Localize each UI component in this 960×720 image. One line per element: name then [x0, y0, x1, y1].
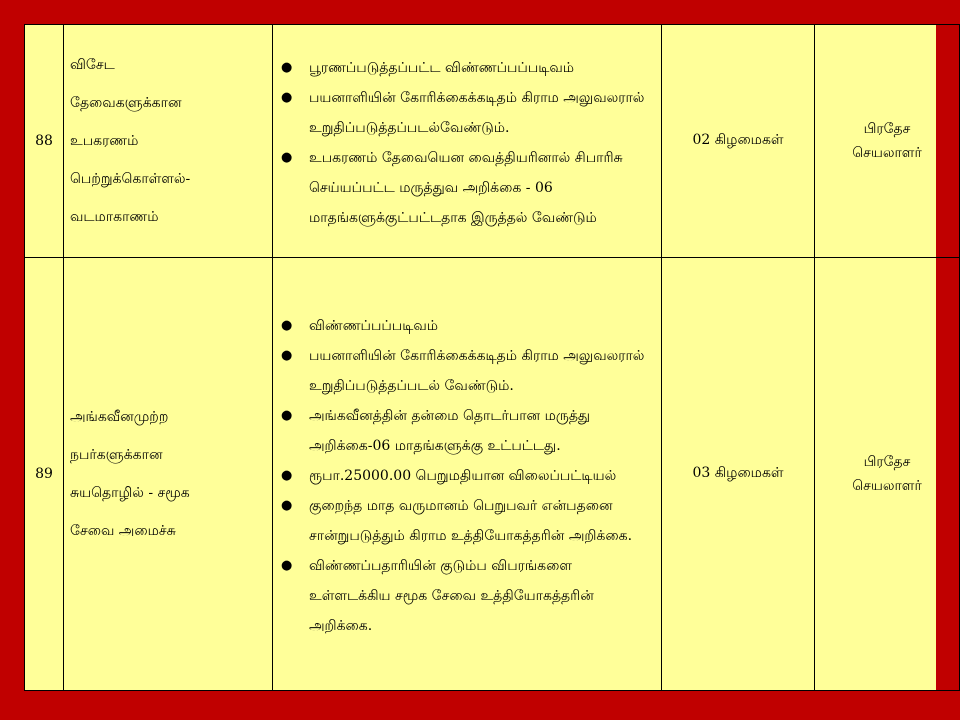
requirement-text: பூரணப்படுத்தப்பட்ட விண்ணப்பப்படிவம் — [309, 60, 575, 76]
list-item — [281, 401, 657, 461]
service-name-line: சேவை அமைச்சு — [70, 523, 176, 539]
bullet-icon: ● — [281, 348, 293, 363]
list-item — [281, 53, 657, 83]
bullet-icon: ● — [281, 90, 293, 105]
responsible-officer-cell — [815, 25, 960, 258]
row-number: 88 — [25, 25, 64, 258]
requirements-list — [281, 53, 657, 233]
list-item — [281, 341, 657, 401]
requirement-text: விண்ணப்பப்படிவம் — [309, 318, 439, 334]
bullet-icon: ● — [281, 318, 293, 333]
table-row — [25, 258, 960, 691]
officer-line: பிரதேச — [863, 121, 911, 137]
bullet-icon: ● — [281, 150, 293, 165]
bullet-icon: ● — [281, 498, 293, 513]
service-name-line: சுயதொழில் - சமூக — [70, 485, 190, 501]
requirements-list — [281, 311, 657, 641]
table-row — [25, 25, 960, 258]
officer-line: பிரதேச — [863, 454, 911, 470]
list-item — [281, 551, 657, 641]
requirements-cell — [273, 258, 662, 691]
service-name-cell — [64, 25, 273, 258]
list-item — [281, 311, 657, 341]
service-name-line: உபகரணம் — [70, 133, 139, 149]
requirement-text: விண்ணப்பதாரியின் குடும்ப விபரங்களை உள்ளடக்கிய சமூக சேவை உத்தியோகத்தரின் அறிக்கை. — [309, 558, 594, 634]
service-name-line: பெற்றுக்கொள்ளல்- — [70, 171, 191, 187]
officer-line: செயலாளர் — [852, 478, 922, 494]
requirement-text: குறைந்த மாத வருமானம் பெறுபவர் என்பதனை சான்றுபடுத்தும் கிராம உத்தியோகத்தரின் அறிக்கை. — [309, 498, 633, 544]
service-name-line: அங்கவீனமுற்ற — [70, 409, 169, 425]
list-item — [281, 491, 657, 551]
service-name-line: விசேட — [70, 57, 115, 73]
list-item — [281, 143, 657, 233]
requirement-text: உபகரணம் தேவையென வைத்தியரினால் சிபாரிசு செய்யப்பட்ட மருத்துவ அறிக்கை - 06 மாதங்களுக்குட்பட்டதாக இருத்தல் வேண்டும் — [309, 150, 623, 226]
slide-frame — [24, 24, 936, 690]
service-name-line: நபர்களுக்கான — [70, 447, 163, 463]
service-name-line: தேவைகளுக்கான — [70, 95, 182, 111]
list-item — [281, 83, 657, 143]
bullet-icon: ● — [281, 558, 293, 573]
duration-cell: 03 கிழமைகள் — [662, 258, 815, 691]
service-name-line: வடமாகாணம் — [70, 209, 159, 225]
bullet-icon: ● — [281, 468, 293, 483]
officer-line: செயலாளர் — [852, 145, 922, 161]
requirement-text: அங்கவீனத்தின் தன்மை தொடர்பான மருத்து அறிக்கை-06 மாதங்களுக்கு உட்பட்டது. — [309, 408, 591, 454]
requirement-text: பயனாளியின் கோரிக்கைக்கடிதம் கிராம அலுவலரால் உறுதிப்படுத்தப்படல் வேண்டும். — [309, 348, 645, 394]
services-table — [24, 24, 960, 691]
bullet-icon: ● — [281, 60, 293, 75]
responsible-officer-cell — [815, 258, 960, 691]
row-number: 89 — [25, 258, 64, 691]
requirements-cell — [273, 25, 662, 258]
duration-cell: 02 கிழமைகள் — [662, 25, 815, 258]
list-item — [281, 461, 657, 491]
service-name-cell — [64, 258, 273, 691]
requirement-text: பயனாளியின் கோரிக்கைக்கடிதம் கிராம அலுவலரால் உறுதிப்படுத்தப்படல்வேண்டும். — [309, 90, 645, 136]
bullet-icon: ● — [281, 408, 293, 423]
requirement-text: ரூபா.25000.00 பெறுமதியான விலைப்பட்டியல் — [309, 468, 617, 484]
